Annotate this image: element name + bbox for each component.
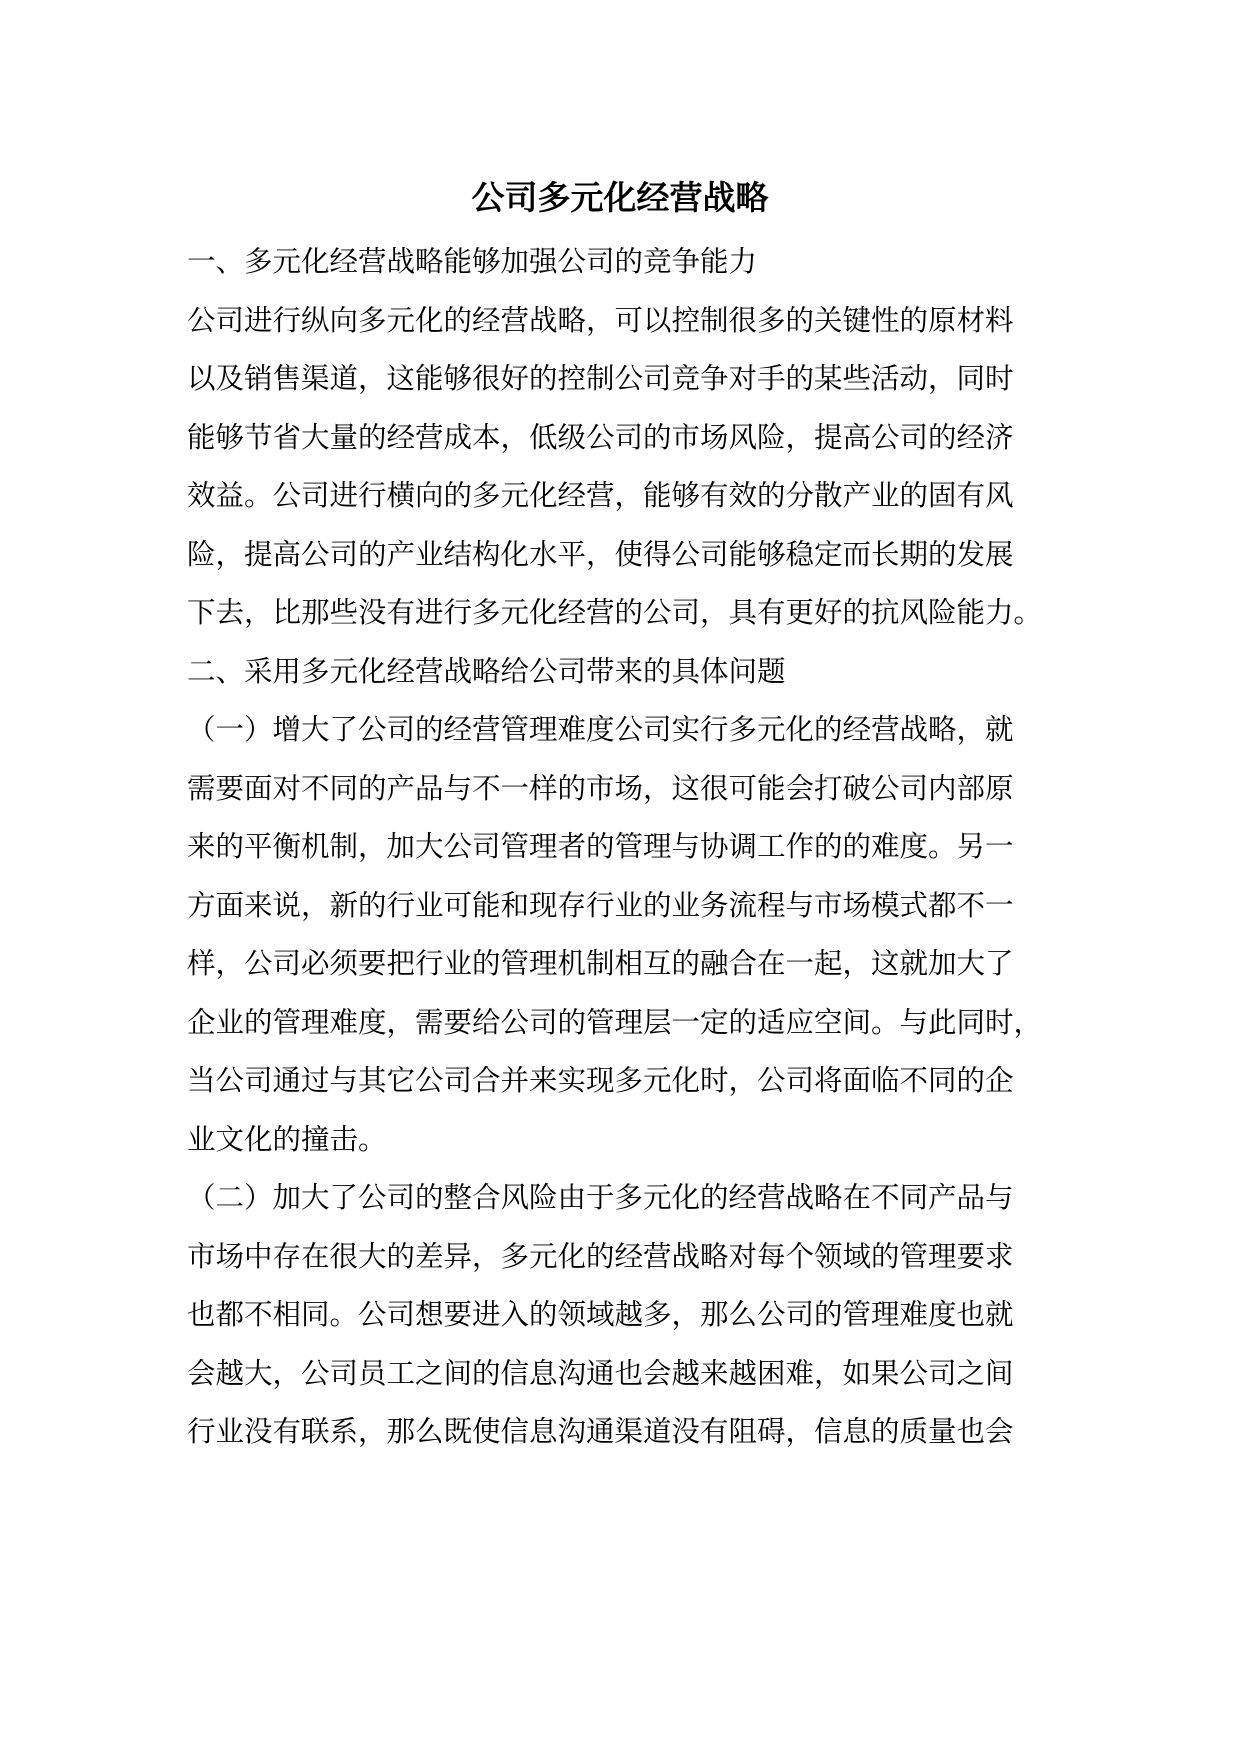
section-heading-2: 二、采用多元化经营战略给公司带来的具体问题 xyxy=(187,655,786,688)
paragraph-line: （一）增大了公司的经营管理难度公司实行多元化的经营战略，就 xyxy=(187,713,1014,746)
paragraph-line: 企业的管理难度，需要给公司的管理层一定的适应空间。与此同时， xyxy=(187,1006,1043,1039)
paragraph-line: 能够节省大量的经营成本，低级公司的市场风险，提高公司的经济 xyxy=(187,421,1014,454)
paragraph-line: 险，提高公司的产业结构化水平，使得公司能够稳定而长期的发展 xyxy=(187,538,1014,571)
paragraph-line: （二）加大了公司的整合风险由于多元化的经营战略在不同产品与 xyxy=(187,1181,1014,1214)
paragraph-line: 以及销售渠道，这能够很好的控制公司竞争对手的某些活动，同时 xyxy=(187,362,1014,395)
paragraph-line: 市场中存在很大的差异，多元化的经营战略对每个领域的管理要求 xyxy=(187,1240,1014,1273)
paragraph-line: 下去，比那些没有进行多元化经营的公司，具有更好的抗风险能力。 xyxy=(187,596,1043,629)
paragraph-line: 需要面对不同的产品与不一样的市场，这很可能会打破公司内部原 xyxy=(187,772,1014,805)
paragraph-line: 行业没有联系，那么既使信息沟通渠道没有阻碍，信息的质量也会 xyxy=(187,1415,1014,1448)
paragraph-line: 会越大，公司员工之间的信息沟通也会越来越困难，如果公司之间 xyxy=(187,1357,1014,1390)
paragraph-line: 业文化的撞击。 xyxy=(187,1123,387,1156)
paragraph-line: 方面来说，新的行业可能和现存行业的业务流程与市场模式都不一 xyxy=(187,889,1014,922)
paragraph-line: 来的平衡机制，加大公司管理者的管理与协调工作的的难度。另一 xyxy=(187,830,1014,863)
paragraph-line: 当公司通过与其它公司合并来实现多元化时，公司将面临不同的企 xyxy=(187,1064,1014,1097)
paragraph-line: 公司进行纵向多元化的经营战略，可以控制很多的关键性的原材料 xyxy=(187,304,1014,337)
paragraph-line: 样，公司必须要把行业的管理机制相互的融合在一起，这就加大了 xyxy=(187,947,1014,980)
paragraph-line: 效益。公司进行横向的多元化经营，能够有效的分散产业的固有风 xyxy=(187,479,1014,512)
document-title: 公司多元化经营战略 xyxy=(471,178,769,217)
paragraph-line: 也都不相同。公司想要进入的领域越多，那么公司的管理难度也就 xyxy=(187,1298,1014,1331)
section-heading-1: 一、多元化经营战略能够加强公司的竞争能力 xyxy=(187,245,758,278)
